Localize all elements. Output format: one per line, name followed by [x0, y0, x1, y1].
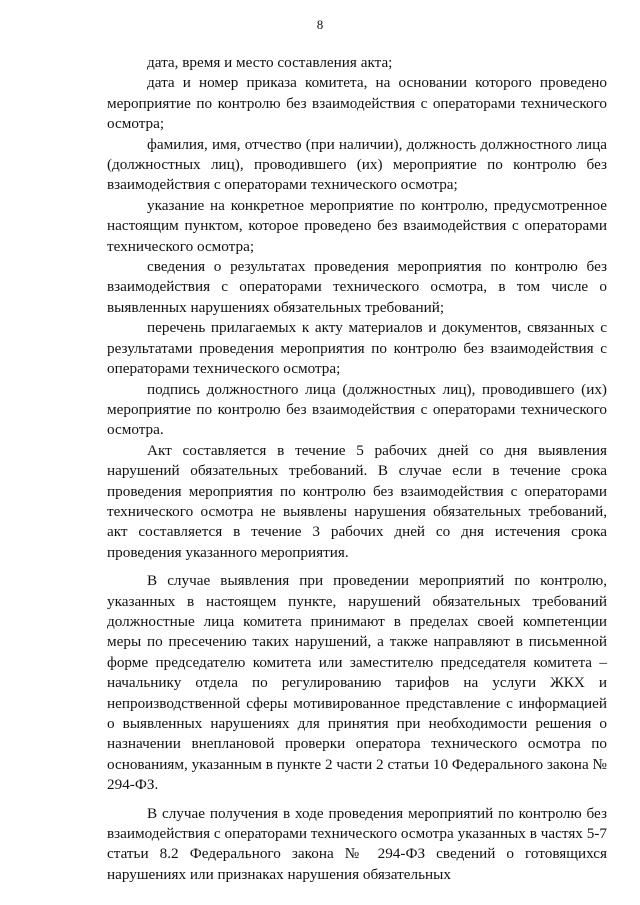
paragraph-violations-found: В случае выявления при проведении мероприятий по контролю, указанных в настоящем пункте, нарушений обязательных требований должностные лица комитета принимают в пределах своей компетенции меры по пресечению таких нарушений, а также направляют в письменной форме председателю комитета или заместителю председателя комитета – начальнику отдела по регулированию тарифов на услуги ЖКХ и непроизводственной сферы мотивированное представление с информацией о выявленных нарушениях для принятия при необходимости решения о назначении внеплановой проверки оператора технического осмотра по основаниям, указанным в пункте 2 части 2 статьи 10 Федерального закона № 294-ФЗ. [107, 572, 607, 794]
paragraph-attachments: перечень прилагаемых к акту материалов и документов, связанных с результатами проведения мероприятия по контролю без взаимодействия с операторами технического осмотра; [107, 319, 607, 378]
paragraph-order-number: дата и номер приказа комитета, на основании которого проведено мероприятие по контролю без взаимодействия с операторами технического осмотра; [107, 74, 607, 133]
paragraph-results: сведения о результатах проведения мероприятия по контролю без взаимодействия с операторами технического осмотра, в том числе о выявленных нарушениях обязательных требований; [107, 258, 607, 316]
paragraph-official-name: фамилия, имя, отчество (при наличии), должность должностного лица (должностных лиц), проводившего (их) мероприятие по контролю без взаимодействия с операторами технического осмотра; [107, 135, 607, 194]
paragraph-signature: подпись должностного лица (должностных лиц), проводившего (их) мероприятие по контролю без взаимодействия с операторами технического осмотра. [107, 380, 607, 439]
paragraph-control-measure: указание на конкретное мероприятие по контролю, предусмотренное настоящим пунктом, которое проведено без взаимодействия с операторами технического осмотра; [107, 196, 607, 255]
page-number: 8 [316, 17, 324, 32]
paragraph-information-received: В случае получения в ходе проведения мероприятий по контролю без взаимодействия с операторами технического осмотра указанных в частях 5-7 статьи 8.2 Федерального закона № 294-ФЗ сведений о готовящихся нарушениях или признаках нарушения обязательных [107, 804, 607, 883]
document-body [107, 53, 607, 885]
paragraph-act-deadline: Акт составляется в течение 5 рабочих дней со дня выявления нарушений обязательных требований. В случае если в течение срока проведения мероприятия по контролю без взаимодействия с операторами технического осмотра не выявлены нарушения обязательных требований, акт составляется в течение 3 рабочих дней со дня истечения срока проведения указанного мероприятия. [107, 441, 607, 561]
paragraph-act-date: дата, время и место составления акта; [147, 54, 393, 71]
